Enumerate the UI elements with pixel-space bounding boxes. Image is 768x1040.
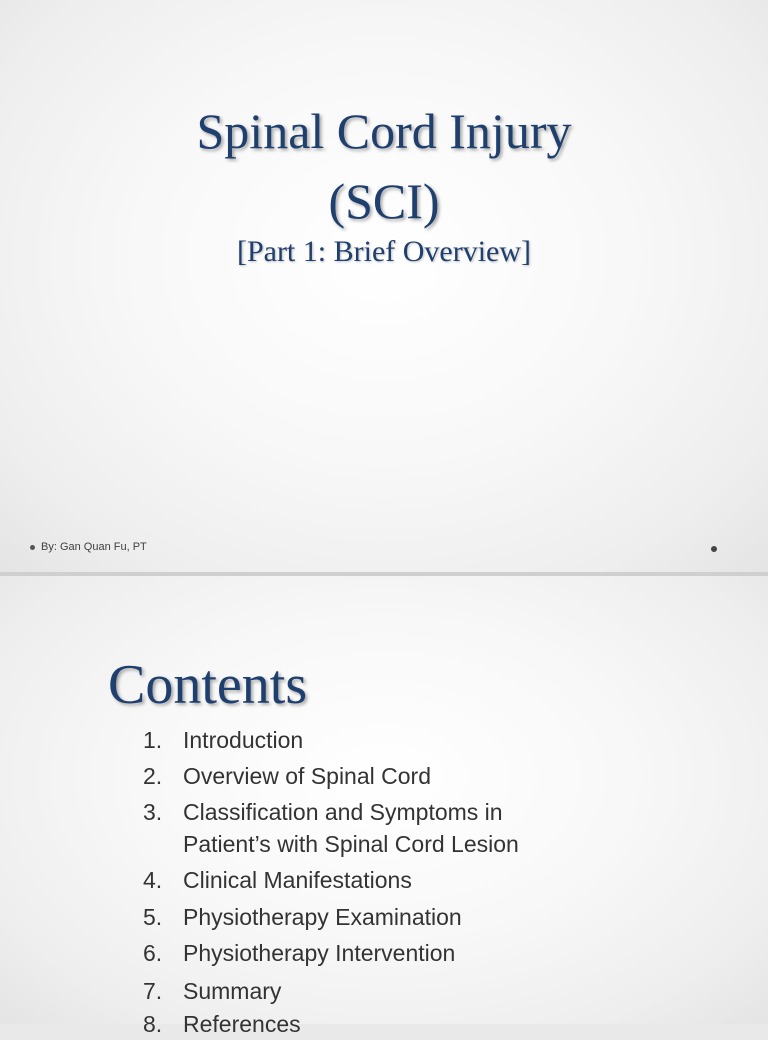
- slide-subtitle: [Part 1: Brief Overview]: [236, 235, 532, 268]
- item-text: Overview of Spinal Cord: [183, 763, 431, 789]
- item-text: Physiotherapy Intervention: [183, 940, 456, 966]
- item-text: Patient’s with Spinal Cord Lesion: [183, 831, 519, 857]
- slide-title-line1: Spinal Cord Injury: [196, 103, 572, 159]
- item-text: Introduction: [183, 727, 304, 753]
- item-number: 7.: [143, 978, 163, 1004]
- item-number: 8.: [143, 1011, 163, 1037]
- bullet-icon: [30, 545, 35, 550]
- item-text: Clinical Manifestations: [183, 867, 412, 893]
- decorative-dot-icon: [711, 546, 717, 552]
- item-number: 4.: [143, 867, 163, 893]
- item-text: References: [183, 1011, 301, 1037]
- contents-heading: Contents: [108, 654, 308, 716]
- item-text: Classification and Symptoms in: [183, 799, 503, 825]
- item-number: 2.: [143, 763, 163, 789]
- author-line: [30, 541, 147, 553]
- author-text: By: Gan Quan Fu, PT: [41, 541, 147, 553]
- item-text: Summary: [183, 978, 282, 1004]
- item-number: 6.: [143, 940, 163, 966]
- item-number: 1.: [143, 727, 163, 753]
- item-text: Physiotherapy Examination: [183, 904, 462, 930]
- slide-title-line2: (SCI): [328, 173, 440, 229]
- item-number: 5.: [143, 904, 163, 930]
- item-number: 3.: [143, 799, 163, 825]
